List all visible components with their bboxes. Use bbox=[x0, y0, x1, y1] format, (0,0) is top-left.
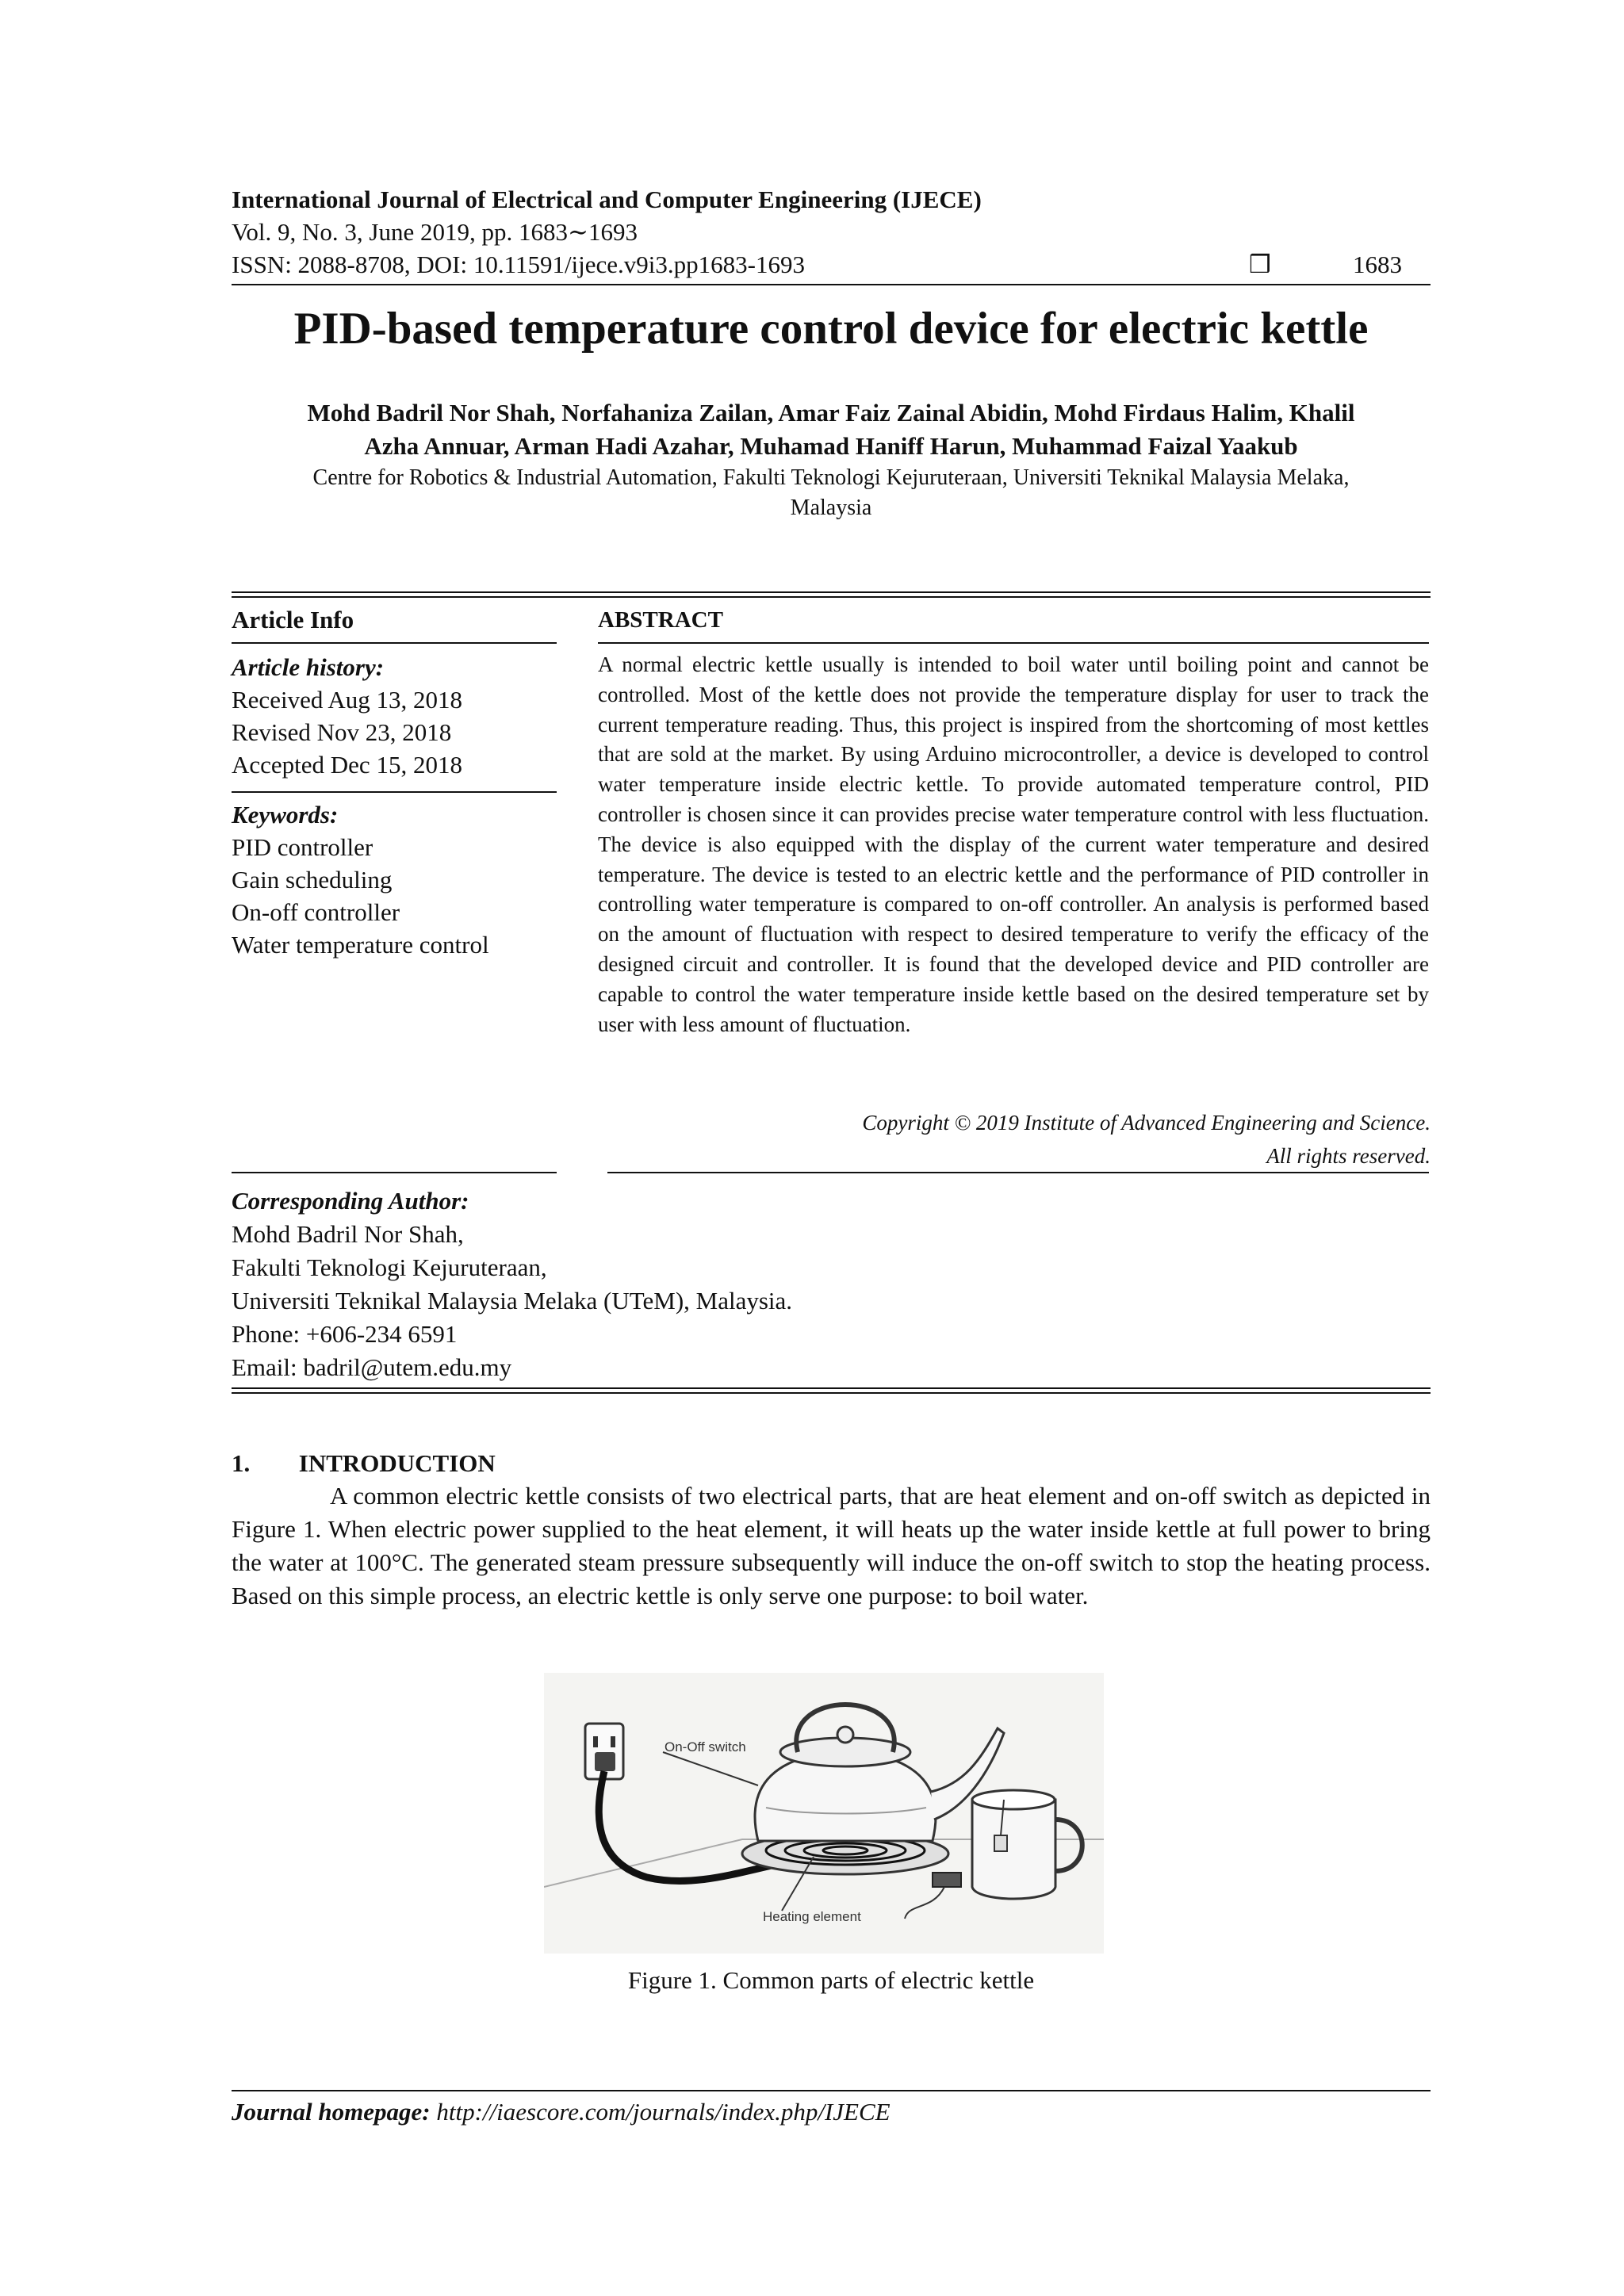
copyright-line-1: Copyright © 2019 Institute of Advanced Engineering and Science. bbox=[862, 1111, 1431, 1135]
article-info-heading: Article Info bbox=[232, 606, 354, 633]
corr-email: Email: badril@utem.edu.my bbox=[232, 1353, 512, 1381]
copyright-line-2: All rights reserved. bbox=[1266, 1144, 1431, 1168]
intro-number: 1. bbox=[232, 1449, 251, 1477]
author-list bbox=[232, 396, 1431, 463]
issn-line: ISSN: 2088-8708, DOI: 10.11591/ijece.v9i3.pp1683-1693 bbox=[232, 251, 805, 278]
keyword-4: Water temperature control bbox=[232, 931, 489, 959]
affiliation bbox=[232, 463, 1431, 523]
footer-rule bbox=[232, 2090, 1431, 2091]
journal-homepage bbox=[232, 2098, 891, 2126]
abstract-rule bbox=[598, 642, 1429, 644]
abstract-text: A normal electric kettle usually is intended to boil water until boiling point and cannot be controlled. Most of the kettle does not provide the temperature display for user to track the current temperature reading. Thus, this project is inspired from the shortcoming of most kettles that are sold at the market. By using Arduino microcontroller, a device is developed to control water temperature inside electric kettle. To provide automated temperature control, PID controller is chosen since it can provides precise water temperature control with less fluctuation. The device is also equipped with the display of the current water temperature and desired temperature. The device is tested to an electric kettle and the performance of PID controller in controlling water temperature is compared to on-off controller. An analysis is performed based on the amount of fluctuation with respect to desired temperature to verify the efficacy of the designed circuit and controller. It is found that the developed device and PID controller are capable to control the water temperature inside kettle based on the desired temperature set by user with less amount of fluctuation. bbox=[598, 652, 1429, 1036]
keyword-1: PID controller bbox=[232, 833, 373, 861]
corresponding-author bbox=[232, 1184, 792, 1384]
on-off-switch-label: On-Off switch bbox=[665, 1739, 746, 1755]
journal-name: International Journal of Electrical and Computer Engineering (IJECE) bbox=[232, 186, 982, 213]
abstract-heading: ABSTRACT bbox=[598, 607, 723, 633]
keyword-3: On-off controller bbox=[232, 898, 400, 926]
received-date: Received Aug 13, 2018 bbox=[232, 686, 463, 714]
info-bottom-rule-1 bbox=[232, 1387, 1431, 1389]
article-info-rule bbox=[232, 642, 557, 644]
homepage-url[interactable]: http://iaescore.com/journals/index.php/IJECE bbox=[436, 2098, 891, 2126]
corr-university: Universiti Teknikal Malaysia Melaka (UTeM), Malaysia. bbox=[232, 1287, 793, 1314]
header-rule bbox=[232, 284, 1431, 285]
homepage-label: Journal homepage: bbox=[232, 2098, 431, 2126]
corr-phone: Phone: +606-234 6591 bbox=[232, 1320, 458, 1348]
accepted-date: Accepted Dec 15, 2018 bbox=[232, 751, 462, 779]
keyword-2: Gain scheduling bbox=[232, 866, 393, 894]
volume-line: Vol. 9, No. 3, June 2019, pp. 1683∼1693 bbox=[232, 218, 638, 246]
corresponding-label: Corresponding Author: bbox=[232, 1187, 469, 1215]
info-top-rule-1 bbox=[232, 591, 1431, 593]
affiliation-line-2: Malaysia bbox=[790, 496, 872, 520]
intro-heading bbox=[232, 1449, 496, 1478]
revised-date: Revised Nov 23, 2018 bbox=[232, 718, 452, 746]
corr-faculty: Fakulti Teknologi Kejuruteraan, bbox=[232, 1253, 547, 1281]
author-line-2: Azha Annuar, Arman Hadi Azahar, Muhamad Haniff Harun, Muhammad Faizal Yaakub bbox=[364, 432, 1298, 460]
author-line-1: Mohd Badril Nor Shah, Norfahaniza Zailan, Amar Faiz Zainal Abidin, Mohd Firdaus Halim, Khalil bbox=[307, 399, 1355, 427]
figure-caption: Figure 1. Common parts of electric kettle bbox=[627, 1966, 1035, 1994]
kettle-figure bbox=[544, 1673, 1104, 1954]
corr-name: Mohd Badril Nor Shah, bbox=[232, 1220, 464, 1248]
article-history-label: Article history: bbox=[232, 653, 385, 681]
heating-element-label: Heating element bbox=[763, 1909, 861, 1924]
keywords-label: Keywords: bbox=[232, 801, 339, 828]
box-icon: ❒ bbox=[1249, 251, 1271, 278]
page-number: 1683 bbox=[1353, 251, 1402, 278]
paper-title: PID-based temperature control device for electric kettle bbox=[293, 304, 1369, 354]
intro-paragraph: A common electric kettle consists of two electrical parts, that are heat element and on-off switch as depicted in Figure 1. When electric power supplied to the heat element, it will heats up the water inside kettle at full power to bring the water at 100°C. The generated steam pressure subsequently will induce the on-off switch to stop the heating process. Based on this simple process, an electric kettle is only serve one purpose: to boil water. bbox=[232, 1482, 1431, 1609]
copyright-rule bbox=[607, 1172, 1429, 1173]
corresponding-rule bbox=[232, 1172, 557, 1173]
info-bottom-rule-2 bbox=[232, 1392, 1431, 1394]
keywords-rule bbox=[232, 791, 557, 793]
info-top-rule-2 bbox=[232, 596, 1431, 598]
intro-title: INTRODUCTION bbox=[298, 1449, 496, 1477]
affiliation-line-1: Centre for Robotics & Industrial Automation, Fakulti Teknologi Kejuruteraan, Universiti Teknikal Malaysia Melaka, bbox=[312, 465, 1350, 490]
